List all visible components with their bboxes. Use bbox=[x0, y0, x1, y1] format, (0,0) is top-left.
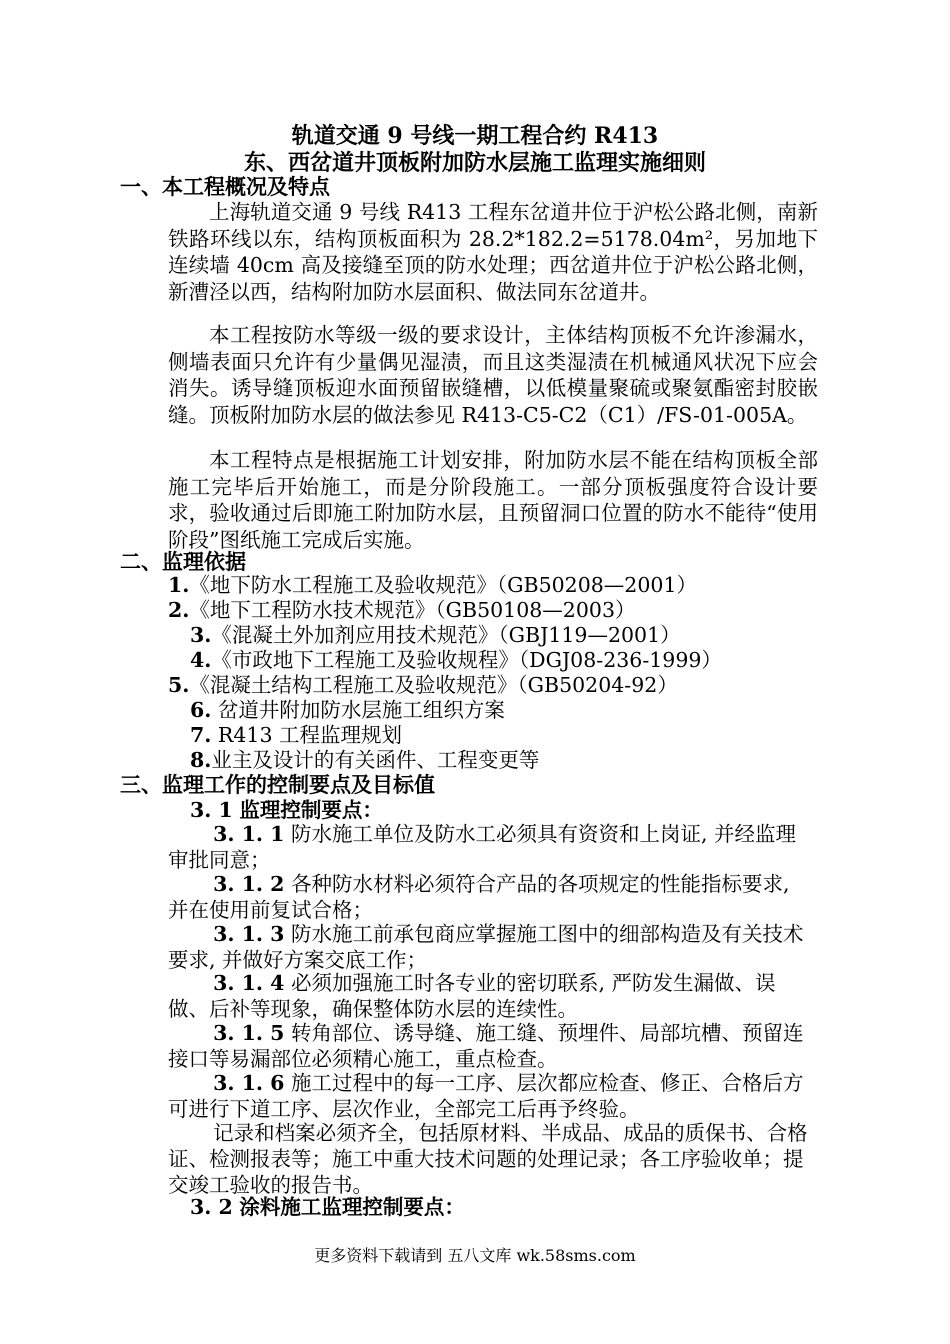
basis-item: 1.《地下防水工程施工及验收规范》（GB50208—2001） bbox=[168, 573, 697, 597]
section1-heading: 一、本工程概况及特点 bbox=[120, 174, 330, 199]
control-point: 3. 1. 6 施工过程中的每一工序、层次都应检查、修正、合格后方可进行下道工序、层次作业，全部完工后再予终验。 bbox=[168, 1071, 804, 1121]
section1-para2: 本工程按防水等级一级的要求设计，主体结构顶板不允许渗漏水，侧墙表面只允许有少量偶见湿渍，而且这类湿渍在机械通风状况下应会消失。诱导缝顶板迎水面预留嵌缝槽，以低模量聚硫或聚氨酯密封胶嵌缝。顶板附加防水层的做法参见 R413-C5-C2（C1）/FS-01-005A。 bbox=[168, 323, 818, 427]
control-point: 3. 1. 1 防水施工单位及防水工必须具有资资和上岗证, 并经监理审批同意； bbox=[168, 822, 796, 872]
basis-item: 6. 岔道井附加防水层施工组织方案 bbox=[190, 698, 505, 722]
basis-item: 5.《混凝土结构工程施工及验收规范》（GB50204-92） bbox=[168, 673, 678, 697]
basis-item: 7. R413 工程监理规划 bbox=[190, 723, 403, 747]
section1-para1: 上海轨道交通 9 号线 R413 工程东岔道井位于沪松公路北侧，南新铁路环线以东，结构顶板面积为 28.2*182.2=5178.04m²，另加地下连续墙 40cm 高及接缝至顶的防水处理；西岔道井位于沪松公路北侧，新漕泾以西，结构附加防水层面积、做法同东岔道井。 bbox=[168, 200, 818, 304]
basis-item: 3.《混凝土外加剂应用技术规范》（GBJ119—2001） bbox=[190, 623, 681, 647]
control-point: 3. 1. 2 各种防水材料必须符合产品的各项规定的性能指标要求, 并在使用前复试合格； bbox=[168, 872, 790, 922]
section3-heading: 三、监理工作的控制要点及目标值 bbox=[120, 772, 435, 797]
control-point: 3. 1. 5 转角部位、诱导缝、施工缝、预埋件、局部坑槽、预留连接口等易漏部位必须精心施工，重点检查。 bbox=[168, 1021, 804, 1071]
page-footer: 更多资料下载请到 五八文库 wk.58sms.com bbox=[314, 1246, 636, 1265]
doc-title-line1: 轨道交通 9 号线一期工程合约 R413 bbox=[291, 123, 659, 149]
section1-para3: 本工程特点是根据施工计划安排，附加防水层不能在结构顶板全部施工完毕后开始施工，而是分阶段施工。一部分顶板强度符合设计要求，验收通过后即施工附加防水层，且预留洞口位置的防水不能待“使用阶段”图纸施工完成后实施。 bbox=[168, 448, 818, 552]
records-paragraph: 记录和档案必须齐全，包括原材料、半成品、成品的质保书、合格证、检测报表等；施工中重大技术问题的处理记录；各工序验收单；提交竣工验收的报告书。 bbox=[168, 1121, 808, 1197]
basis-item: 8.业主及设计的有关函件、工程变更等 bbox=[190, 748, 540, 772]
control-point: 3. 1. 4 必须加强施工时各专业的密切联系, 严防发生漏做、误做、后补等现象，确保整体防水层的连续性。 bbox=[168, 971, 776, 1021]
basis-item: 2.《地下工程防水技术规范》（GB50108—2003） bbox=[168, 598, 636, 622]
subsection-3-2-heading: 3. 2 涂料施工监理控制要点： bbox=[190, 1195, 465, 1219]
control-point: 3. 1. 3 防水施工前承包商应掌握施工图中的细部构造及有关技术要求, 并做好方案交底工作； bbox=[168, 922, 804, 972]
section2-heading: 二、监理依据 bbox=[120, 549, 246, 574]
subsection-3-1-heading: 3. 1 监理控制要点： bbox=[190, 798, 383, 822]
basis-item: 4.《市政地下工程施工及验收规程》（DGJ08-236-1999） bbox=[190, 648, 722, 672]
doc-title-line2: 东、西岔道井顶板附加防水层施工监理实施细则 bbox=[243, 150, 706, 176]
